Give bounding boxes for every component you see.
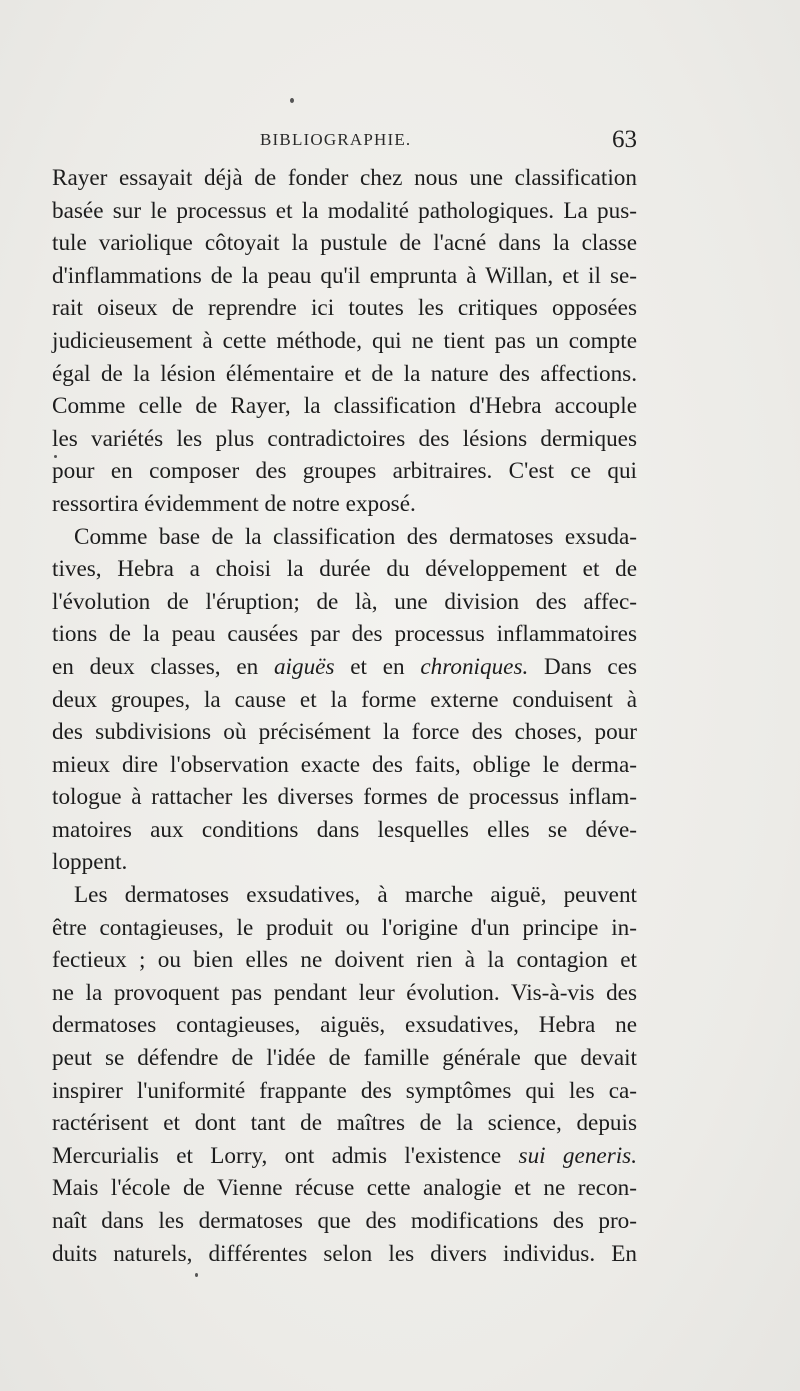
text-segment: duits naturels, différentes selon les divers individus. En [52,1240,637,1267]
text-segment: loppent. [52,849,128,876]
ink-speck [290,98,294,103]
text-segment: tule variolique côtoyait la pustule de l'acné dans la classe [52,230,637,257]
text-line [52,618,637,651]
text-segment: tives, Hebra a choisi la durée du développement et de [52,556,637,583]
text-segment: Les dermatoses exsudatives, à marche aiguë, peuvent [74,882,637,909]
text-segment: rait oiseux de reprendre ici toutes les critiques opposées [52,295,637,322]
text-line [52,586,637,619]
text-segment: peut se défendre de l'idée de famille générale que devait [52,1045,637,1072]
running-head: BIBLIOGRAPHIE. [260,130,412,149]
text-line [52,325,637,358]
page-header [52,126,637,156]
text-line [52,651,637,684]
text-line [52,1205,637,1238]
text-segment: dermatoses contagieuses, aiguës, exsudatives, Hebra ne [52,1012,637,1039]
text-line [52,1042,637,1075]
text-line [52,749,637,782]
italic-text: sui generis. [518,1142,637,1169]
text-segment: d'inflammations de la peau qu'il emprunta à Willan, et il se- [52,262,637,289]
text-line [52,684,637,717]
text-segment: Dans ces [528,653,638,680]
text-line [52,455,637,488]
text-line [52,292,637,325]
text-segment: tions de la peau causées par des processus inflammatoires [52,621,637,648]
text-line [52,1140,637,1173]
text-segment: naît dans les dermatoses que des modifications des pro- [52,1208,637,1234]
text-line [52,227,637,260]
text-line [52,977,637,1010]
text-segment: basée sur le processus et la modalité pathologiques. La pus- [52,197,637,224]
text-segment: Comme celle de Rayer, la classification d'Hebra accouple [52,393,637,420]
text-segment: Mercurialis et Lorry, ont admis l'existence [52,1142,519,1169]
text-line [52,390,637,423]
text-segment: deux groupes, la cause et la forme externe conduisent à [52,686,637,713]
text-line [52,1075,637,1108]
text-segment: et en [334,653,421,680]
text-line [52,521,637,554]
text-line [52,912,637,945]
ink-speck [195,1273,198,1277]
text-line [52,1009,637,1042]
italic-text: aiguës [273,653,335,680]
text-line [52,162,637,195]
ink-speck [54,455,57,458]
text-segment: judicieusement à cette méthode, qui ne tient pas un compte [52,327,637,354]
text-segment: matoires aux conditions dans lesquelles elles se déve- [52,816,637,843]
text-line [52,553,637,586]
text-line [52,814,637,847]
text-segment: les variétés les plus contradictoires des lésions dermiques [52,425,637,452]
text-segment: Comme base de la classification des dermatoses exsuda- [74,523,637,550]
text-segment: mieux dire l'observation exacte des faits, oblige le derma- [52,751,637,778]
text-segment: Mais l'école de Vienne récuse cette analogie et ne recon- [52,1175,637,1202]
text-segment: inspirer l'uniformité frappante des symptômes qui les ca- [52,1077,637,1104]
text-line [52,781,637,814]
text-line [52,716,637,749]
text-segment: des subdivisions où précisément la force des choses, pour [52,719,637,746]
text-line [52,1238,637,1271]
body-text [52,162,637,1270]
text-segment: fectieux ; ou bien elles ne doivent rien à la contagion et [52,947,637,974]
italic-text: chroniques. [420,653,529,680]
text-segment: en deux classes, en [52,653,274,680]
text-line [52,879,637,912]
text-line [52,1172,637,1205]
text-line [52,944,637,977]
text-line [52,195,637,228]
text-line [52,260,637,293]
text-segment: tologue à rattacher les diverses formes de processus inflam- [52,784,637,811]
text-segment: l'évolution de l'éruption; de là, une division des affec- [52,588,637,615]
text-segment: égal de la lésion élémentaire et de la nature des affections. [52,360,637,387]
text-segment: ressortira évidemment de notre exposé. [52,490,416,517]
text-line [52,358,637,391]
text-segment: Rayer essayait déjà de fonder chez nous une classification [52,165,637,191]
text-line [52,488,637,521]
text-segment: ne la provoquent pas pendant leur évolution. Vis-à-vis des [52,979,637,1006]
text-line [52,846,637,879]
page-number: 63 [612,126,637,153]
text-segment: être contagieuses, le produit ou l'origine d'un principe in- [52,914,637,941]
text-segment: pour en composer des groupes arbitraires. C'est ce qui [52,458,637,485]
text-line [52,1107,637,1140]
text-segment: ractérisent et dont tant de maîtres de la science, depuis [52,1110,637,1137]
text-line [52,423,637,456]
